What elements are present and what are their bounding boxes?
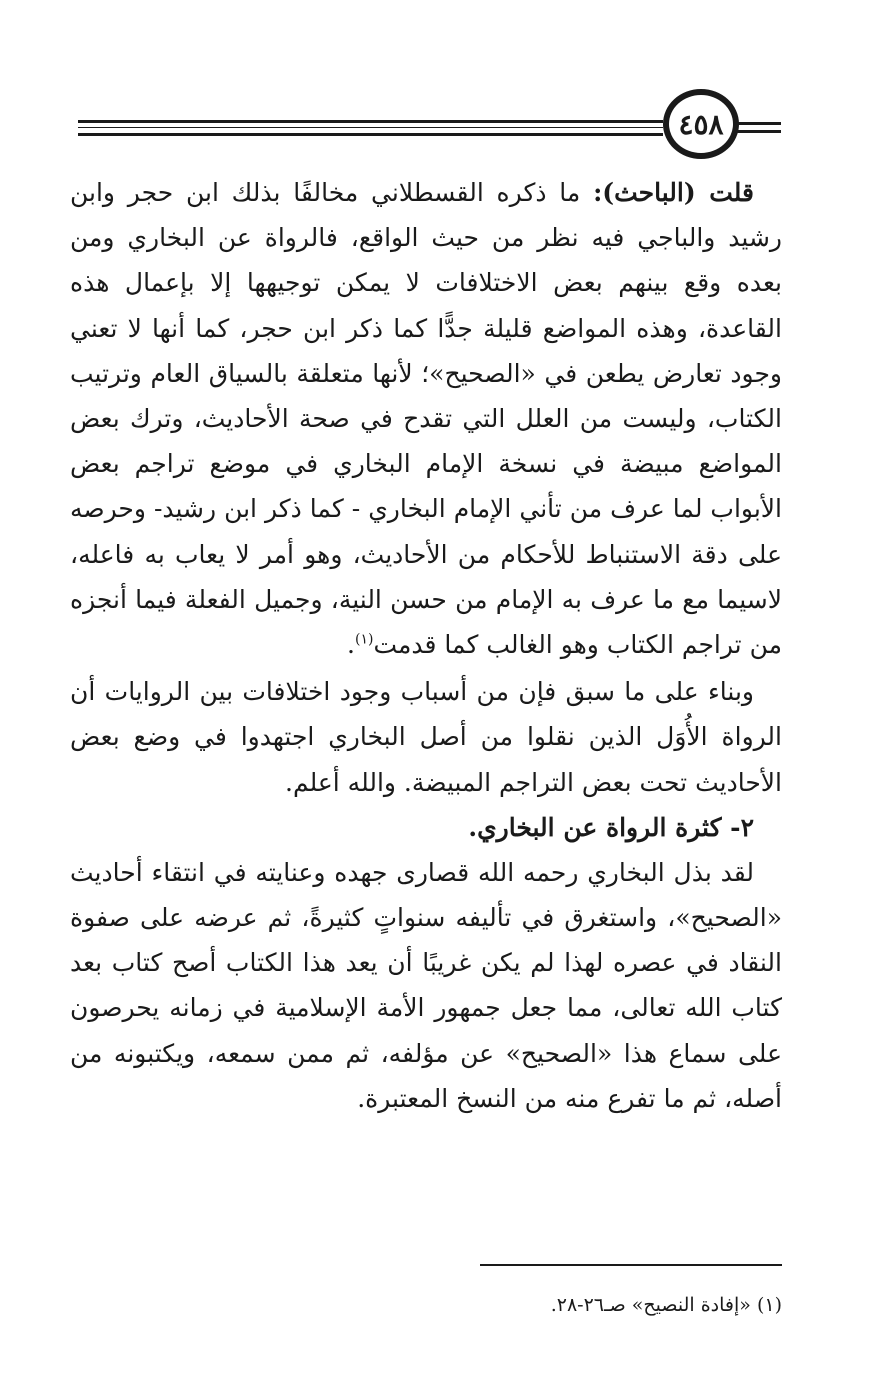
footnote-reference[interactable]: (١) bbox=[355, 631, 374, 648]
footnote-1 bbox=[70, 1290, 782, 1320]
page-header bbox=[0, 0, 873, 180]
page-number-circle bbox=[663, 89, 739, 159]
paragraph-1 bbox=[70, 170, 782, 667]
section-heading: ٢- كثرة الرواة عن البخاري. bbox=[468, 812, 754, 842]
paragraph-1-lead: قلت (الباحث): bbox=[593, 178, 755, 207]
header-rule-middle bbox=[78, 127, 663, 128]
footnote-marker: (١) bbox=[756, 1294, 782, 1316]
paragraph-3: لقد بذل البخاري رحمه الله قصارى جهده وعنايته في انتقاء أحاديث «الصحيح»، واستغرق في تأليفه سنواتٍ كثيرةً، ثم عرضه على صفوة النقاد في عصره لهذا لم يكن غريبًا أن يعد هذا الكتاب أصح كتاب بعد كتاب الله تعالى، مما جعل جمهور الأمة الإسلامية في زمانه يحرصون على سماع هذا «الصحيح» عن مؤلفه، ثم ممن سمعه، ويكتبونه من أصله، ثم ما تفرع منه من النسخ المعتبرة. bbox=[70, 857, 782, 1113]
footnote-separator bbox=[480, 1264, 782, 1266]
paragraph-1-text: ما ذكره القسطلاني مخالفًا بذلك ابن حجر وابن رشيد والباجي فيه نظر من حيث الواقع، فالرواة عن البخاري ومن بعده وقع بينهم بعض الاختلافات لا يمكن توجيهها إلا بإعمال هذه القاعدة، وهذه المواضع قليلة جدًّا كما ذكر ابن حجر، كما أنها لا تعني وجود تعارض يطعن في «الصحيح»؛ لأنها متعلقة بالسياق العام وترتيب الكتاب، وليست من العلل التي تقدح في صحة الأحاديث، وترك بعض المواضع مبيضة في نسخة الإمام البخاري في موضع تراجم بعض الأبواب لما عرف من تأني الإمام البخاري - كما ذكر ابن رشيد- وحرصه على دقة الاستنباط للأحكام من الأحاديث، وهو أمر لا يعاب به فاعله، لاسيما مع ما عرف به الإمام من حسن النية، وجميل الفعلة فيما أنجزه من تراجم الكتاب وهو الغالب كما قدمت bbox=[70, 178, 782, 660]
paragraph-2: وبناء على ما سبق فإن من أسباب وجود اختلافات بين الروايات أن الرواة الأُوَل الذين نقلوا من أصل البخاري اجتهدوا في وضع بعض الأحاديث تحت بعض التراجم المبيضة. والله أعلم. bbox=[70, 677, 782, 797]
header-rule-top bbox=[78, 120, 663, 123]
paragraph-1-end: . bbox=[347, 630, 355, 660]
header-rule-bottom bbox=[78, 133, 663, 136]
page-number: ٤٥٨ bbox=[678, 107, 724, 141]
header-rule-right-bottom bbox=[735, 130, 781, 133]
page-body bbox=[70, 170, 782, 1121]
header-rule-right-top bbox=[735, 122, 781, 125]
footnote-text: «إفادة النصيح» صـ٢٦-٢٨. bbox=[550, 1294, 751, 1316]
